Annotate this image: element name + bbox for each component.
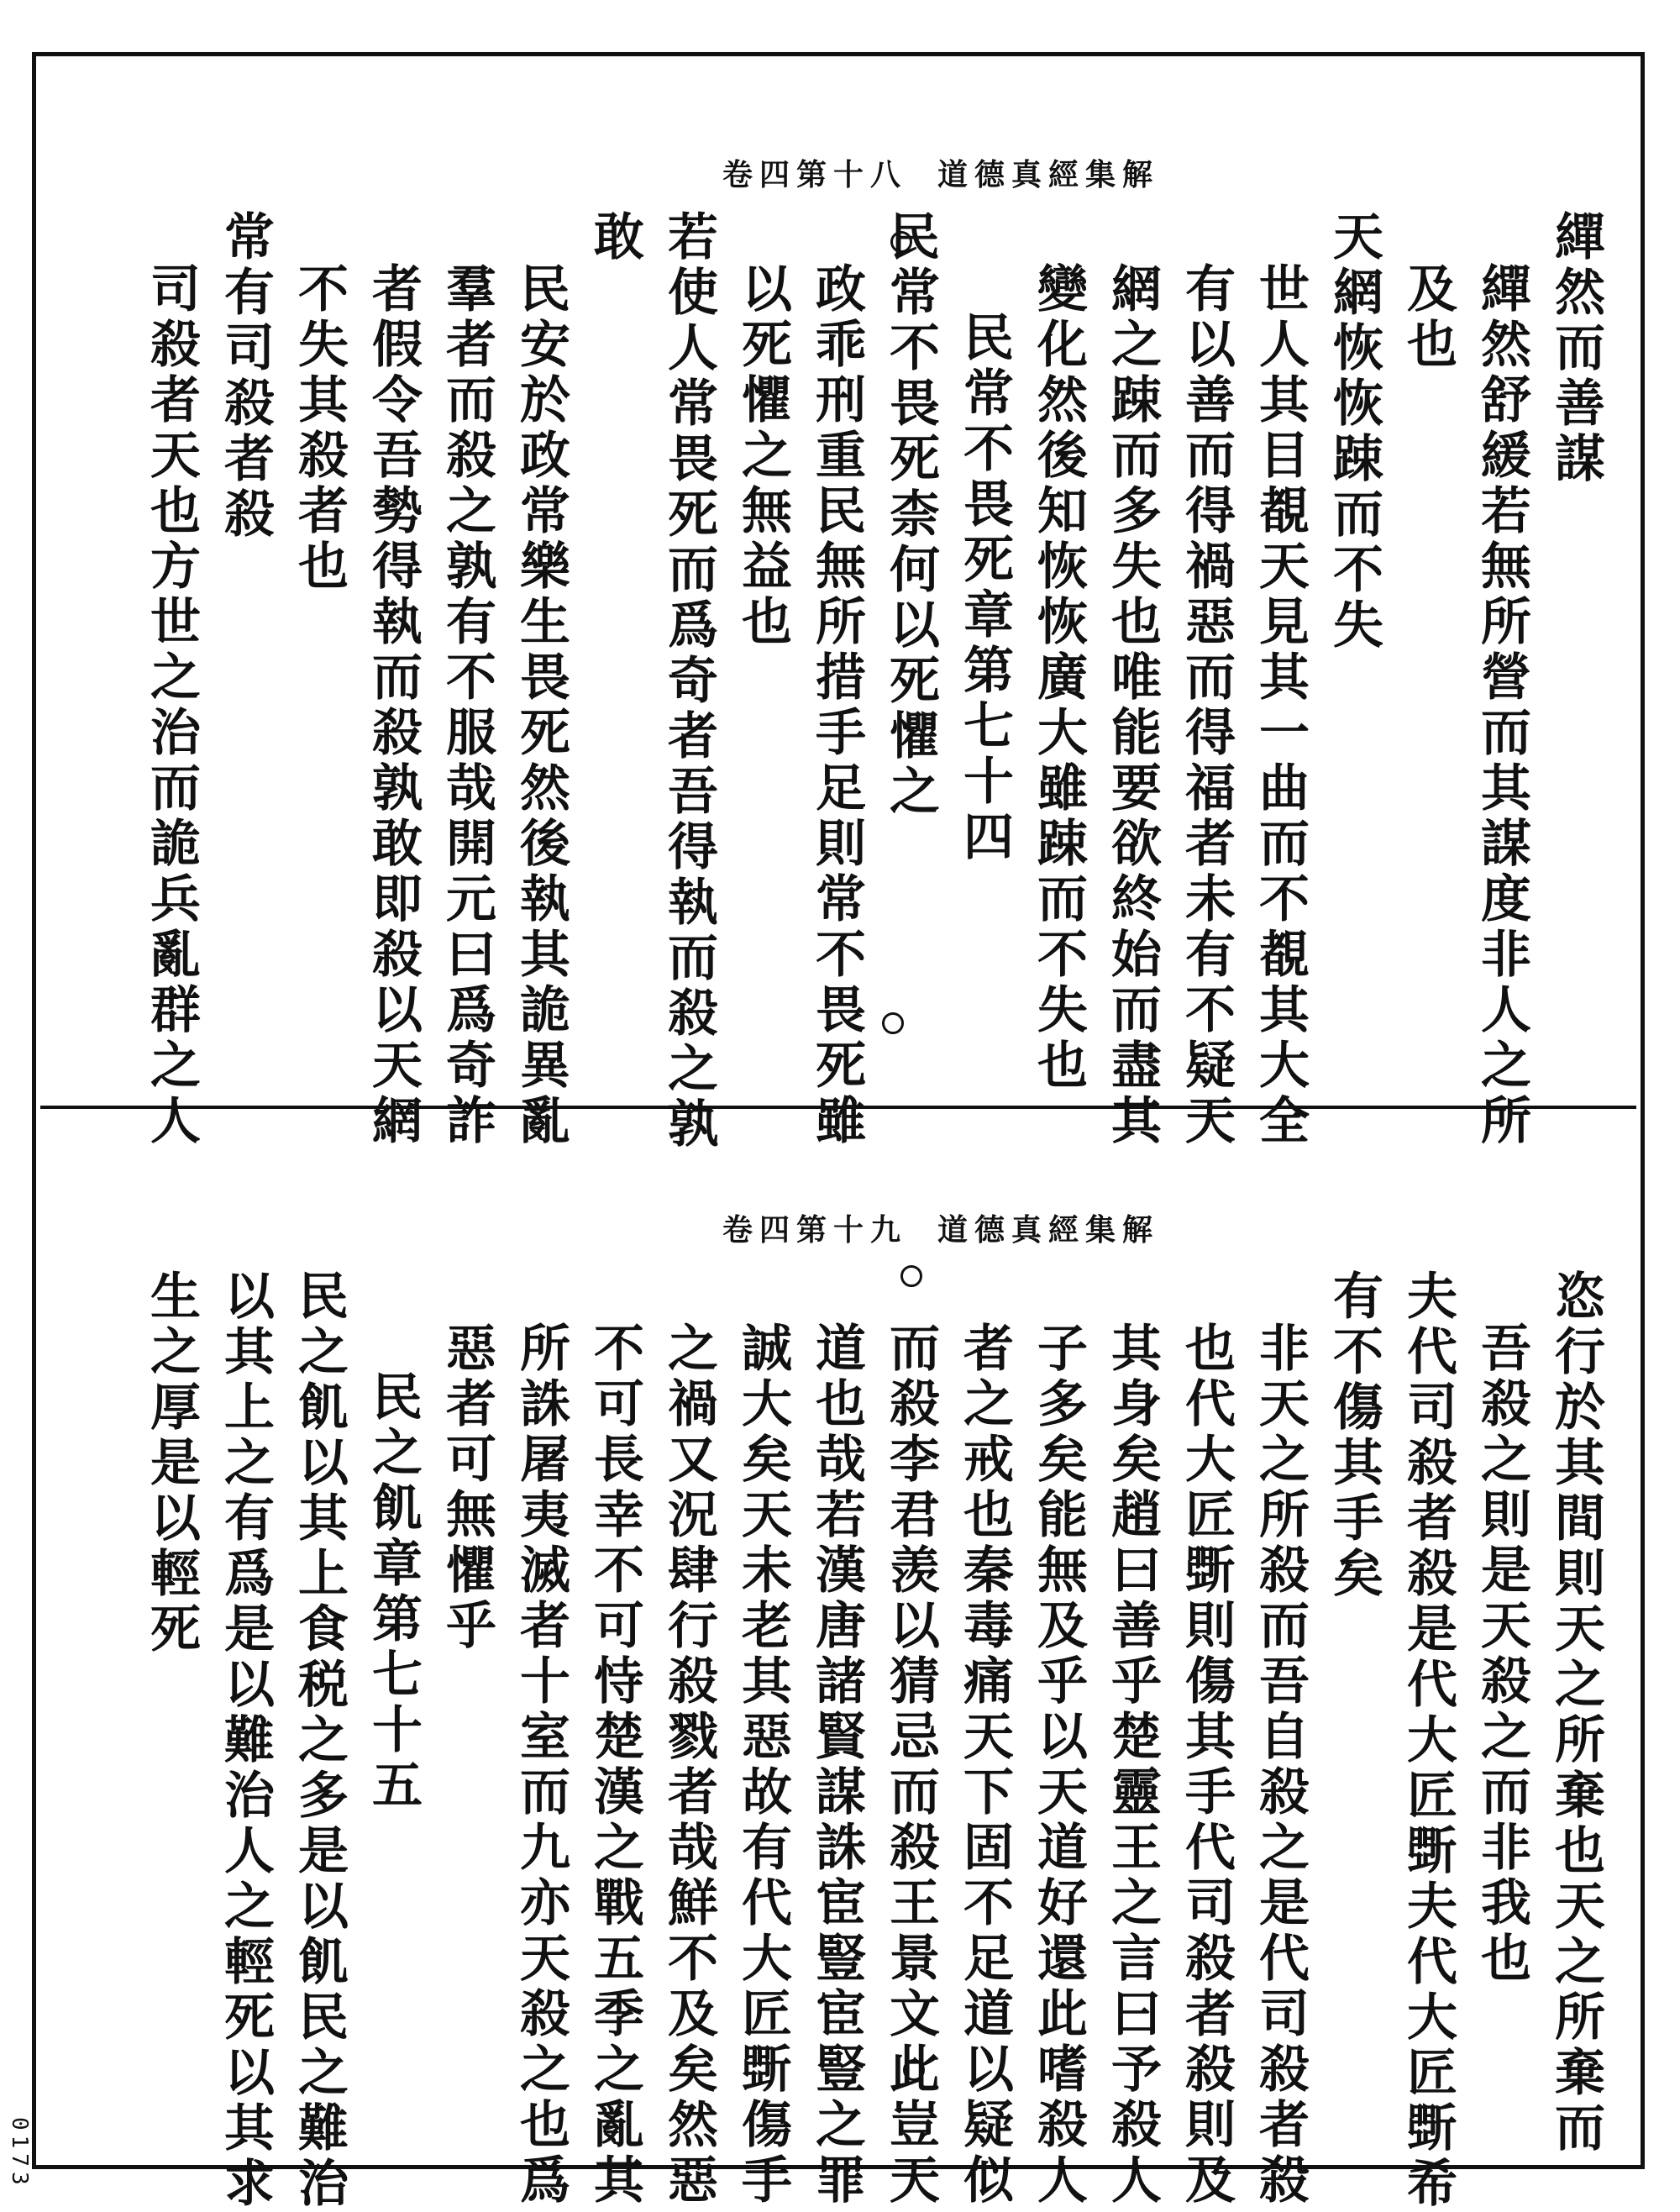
text-column: 惡者可無懼乎 <box>438 1321 496 1654</box>
text-column: 也代大匠斲則傷其手代司殺者殺則及 <box>1177 1321 1236 2209</box>
bottom-page <box>50 1114 1630 2212</box>
top-page <box>50 67 1630 1153</box>
text-column: 其身矣趙曰善乎楚靈王之言曰予殺人 <box>1103 1321 1162 2209</box>
text-column: 生之厚是以輕死 <box>142 1269 201 1658</box>
text-column: 及也 <box>1399 262 1457 373</box>
text-column: 天網恢恢踈而不失 <box>1325 210 1383 654</box>
text-column: 繟然而善謀 <box>1546 210 1605 487</box>
text-column: 者之戒也秦毒痛天下固不足道以疑似 <box>955 1321 1014 2209</box>
text-column: 子多矣能無及乎以天道好還此嗜殺人 <box>1029 1321 1088 2209</box>
text-column: 常有司殺者殺 <box>216 210 275 543</box>
text-column: 者假令吾勢得執而殺孰敢即殺以天網 <box>364 262 423 1149</box>
text-column: 羣者而殺之孰有不服哉開元曰爲奇詐 <box>438 262 496 1149</box>
chapter-title: 民常不畏死章第七十四 <box>955 311 1014 865</box>
text-column: 敢 <box>585 210 644 265</box>
bottom-header-title: 道德真經集解 <box>937 1212 1159 1248</box>
bottom-header-volume: 卷四第十九 <box>722 1212 907 1248</box>
text-column: 變化然後知恢恢廣大雖踈而不失也 <box>1029 262 1088 1094</box>
top-header-volume: 卷四第十八 <box>722 157 907 192</box>
text-column: 政乖刑重民無所措手足則常不畏死雖 <box>807 262 866 1149</box>
text-column: 有不傷其手矣 <box>1325 1269 1383 1602</box>
bottom-header <box>50 1206 1630 1257</box>
text-column: 以死懼之無益也 <box>733 262 792 650</box>
text-column: 吾殺之則是天殺之而非我也 <box>1473 1321 1531 1987</box>
text-column: 不失其殺者也 <box>290 262 349 595</box>
text-column: 民常不畏死柰何以死懼之 <box>881 210 940 820</box>
text-column: 不可長幸不可恃楚漢之戰五季之亂其 <box>585 1321 644 2209</box>
text-column: 民安於政常樂生畏死然後執其詭異亂 <box>512 262 570 1149</box>
text-column: 恣行於其間則天之所棄也天之所棄而 <box>1546 1269 1605 2157</box>
text-column: 繟然舒緩若無所營而其謀度非人之所 <box>1473 262 1531 1149</box>
text-column: 若使人常畏死而爲奇者吾得執而殺之孰 <box>659 210 718 1153</box>
circle-marker-icon <box>903 2059 925 2081</box>
text-column: 非天之所殺而吾自殺之是代司殺者殺 <box>1251 1321 1310 2209</box>
bottom-text-columns <box>134 1269 1613 2212</box>
circle-marker-icon <box>882 1012 904 1034</box>
chapter-title: 民之飢章第七十五 <box>364 1370 423 1814</box>
top-header <box>50 151 1630 202</box>
text-column: 誠大矣天未老其惡故有代大匠斲傷手 <box>733 1321 792 2209</box>
text-column: 所誅屠夷滅者十室而九亦天殺之也爲 <box>512 1321 570 2209</box>
text-column: 民之飢以其上食税之多是以飢民之難治 <box>290 1269 349 2212</box>
text-column: 以其上之有爲是以難治人之輕死以其求 <box>216 1269 275 2212</box>
page-number: 0173 <box>7 2117 32 2190</box>
circle-marker-icon <box>890 231 912 253</box>
text-column: 夫代司殺者殺是代大匠斲夫代大匠斲希 <box>1399 1269 1457 2212</box>
text-column: 司殺者天也方世之治而詭兵亂群之人 <box>142 262 201 1149</box>
circle-marker-icon <box>900 1265 922 1287</box>
text-column: 道也哉若漢唐諸賢謀誅宦豎宦豎之罪 <box>807 1321 866 2209</box>
text-column: 世人其目覩天見其一曲而不覩其大全 <box>1251 262 1310 1149</box>
text-column: 之禍又況肆行殺戮者哉鮮不及矣然惡 <box>659 1321 718 2209</box>
text-column: 網之踈而多失也唯能要欲終始而盡其 <box>1103 262 1162 1149</box>
top-header-title: 道德真經集解 <box>937 157 1159 192</box>
text-column: 而殺李君羡以猜忌而殺王景文此豈天 <box>881 1321 940 2209</box>
top-text-columns <box>134 210 1613 1153</box>
text-column: 有以善而得禍惡而得福者未有不疑天 <box>1177 262 1236 1149</box>
